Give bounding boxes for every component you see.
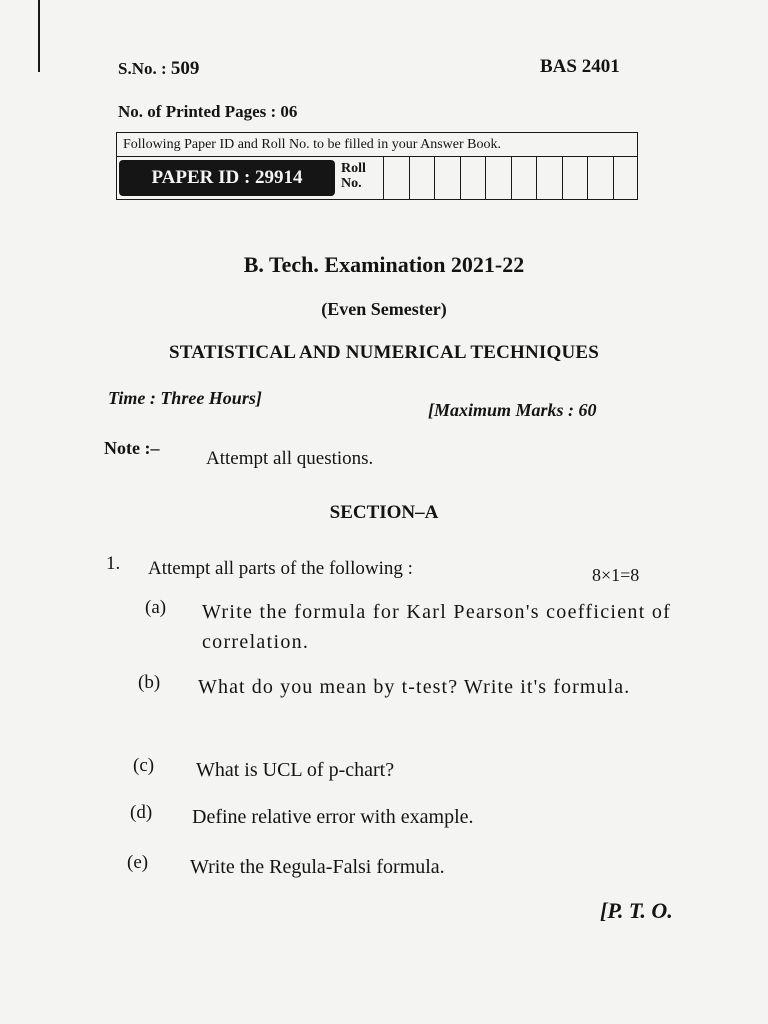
maximum-marks: [Maximum Marks : 60 (428, 400, 597, 420)
margin-line (38, 0, 40, 72)
roll-number-cell (613, 157, 639, 199)
serial-number-value: 509 (170, 58, 200, 79)
roll-number-cell (536, 157, 562, 199)
please-turn-over: [P. T. O. (600, 898, 673, 923)
part-label: (d) (130, 802, 153, 823)
roll-number-cell (562, 157, 588, 199)
part-text: What is UCL of p-chart? (196, 759, 395, 781)
roll-number-cell (383, 157, 409, 199)
note-label: Note :– (104, 438, 160, 458)
roll-number-cell (511, 157, 537, 199)
semester: (Even Semester) (321, 299, 447, 319)
serial-number-label: S.No. : (118, 59, 167, 78)
roll-label-line1: Roll (341, 161, 366, 176)
paper-id-box (116, 132, 638, 200)
serial-number (118, 58, 199, 80)
roll-number-cell (409, 157, 435, 199)
time-allowed: Time : Three Hours] (108, 388, 262, 408)
question-marks: 8×1=8 (592, 565, 640, 585)
part-text: Define relative error with example. (192, 806, 474, 828)
part-label: (a) (145, 597, 167, 618)
roll-number-cell (485, 157, 511, 199)
question-text: Attempt all parts of the following : (148, 558, 413, 579)
roll-number-label (341, 157, 383, 199)
id-box-instruction: Following Paper ID and Roll No. to be filled in your Answer Book. (117, 133, 637, 157)
part-label: (b) (138, 672, 161, 693)
course-code: BAS 2401 (540, 56, 620, 77)
part-text: Write the Regula-Falsi formula. (190, 856, 445, 878)
part-label: (c) (133, 755, 155, 776)
roll-number-cell (587, 157, 613, 199)
exam-title: B. Tech. Examination 2021-22 (243, 252, 525, 277)
part-text: Write the formula for Karl Pearson's coefficient of correlation. (202, 601, 672, 653)
roll-number-cells (383, 157, 638, 199)
part-label: (e) (127, 852, 149, 873)
subject-title: STATISTICAL AND NUMERICAL TECHNIQUES (168, 342, 600, 363)
question-number: 1. (106, 553, 121, 574)
part-text: What do you mean by t-test? Write it's formula. (198, 676, 631, 698)
roll-number-cell (460, 157, 486, 199)
roll-number-cell (434, 157, 460, 199)
printed-pages: No. of Printed Pages : 06 (118, 102, 298, 121)
note-text: Attempt all questions. (206, 448, 374, 469)
section-heading: SECTION–A (329, 502, 439, 523)
paper-id-label: PAPER ID : 29914 (119, 160, 335, 196)
roll-label-line2: No. (341, 176, 362, 191)
